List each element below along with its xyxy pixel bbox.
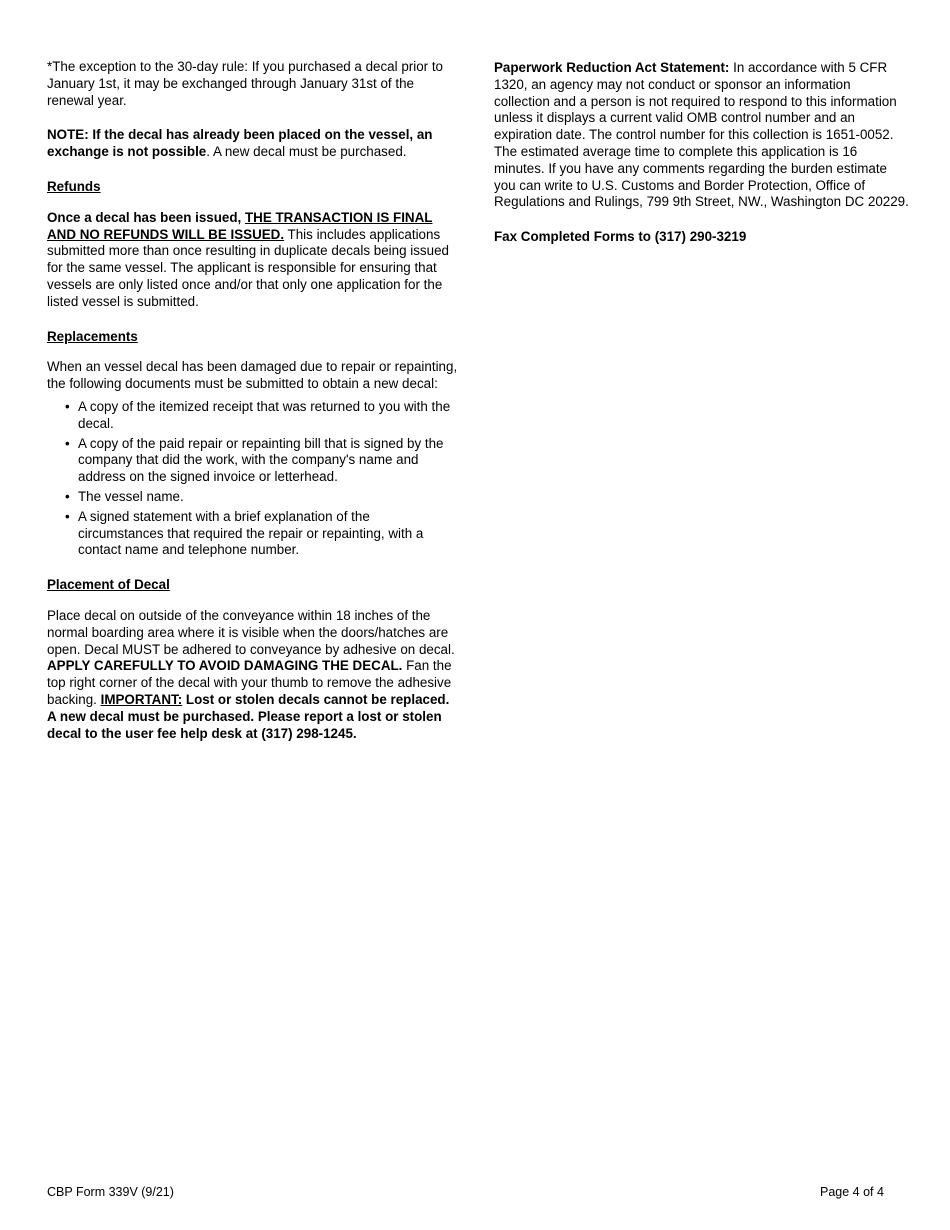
bullet-icon: • — [65, 398, 70, 414]
refunds-rest-text: This includes applications submitted more than once resulting in duplicate decals being issued for the same vessel. The applicant is responsible for ensuring that vessels are only listed once and/or that only one application for the listed vessel is submitted. — [47, 226, 449, 309]
list-item-text: A signed statement with a brief explanation of the circumstances that required the repair or repainting, with a contact name and telephone number. — [78, 508, 424, 558]
fax-line: Fax Completed Forms to (317) 290-3219 — [494, 229, 747, 245]
list-item — [47, 509, 459, 559]
bullet-icon: • — [65, 488, 70, 504]
list-item — [47, 436, 459, 486]
paperwork-heading: Paperwork Reduction Act Statement: — [494, 60, 730, 75]
note-paragraph — [47, 127, 459, 161]
list-item-text: A copy of the itemized receipt that was returned to you with the decal. — [78, 398, 451, 431]
bullet-icon: • — [65, 508, 70, 524]
replacements-intro: When an vessel decal has been damaged due to repair or repainting, the following documents must be submitted to obtain a new decal: — [47, 359, 458, 392]
replacement-requirements-list — [47, 399, 459, 559]
placement-text-2: Fan the top right corner of the decal with your thumb to remove the adhesive backing. — [47, 658, 452, 707]
placement-text-1: Place decal on outside of the conveyance within 18 inches of the normal boarding area where it is visible when the doors/hatches are open. Decal MUST be adhered to conveyance by adhesive on decal. — [47, 607, 455, 657]
refunds-bold-text: Once a decal has been issued, — [47, 209, 245, 225]
note-rest-text: . A new decal must be purchased. — [206, 144, 407, 160]
note-bold-text: NOTE: If the decal has already been placed on the vessel, an exchange is not possible — [47, 127, 433, 160]
list-item — [47, 489, 459, 506]
paperwork-statement — [494, 60, 909, 211]
refunds-final-text: THE TRANSACTION IS FINAL AND NO REFUNDS WILL BE ISSUED. — [47, 209, 433, 242]
refunds-paragraph — [47, 210, 459, 311]
replacements-heading: Replacements — [47, 328, 138, 344]
exception-paragraph: *The exception to the 30-day rule: If you purchased a decal prior to January 1st, it may be exchanged through January 31st of the renewal year. — [47, 59, 444, 108]
paperwork-text: In accordance with 5 CFR 1320, an agency may not conduct or sponsor an information collection and a person is not required to respond to this information unless it displays a current valid OMB control number and an expiration date. The control number for this collection is 1651-0052. The estimated average time to complete this application is 16 minutes. If you have any comments regarding the burden estimate you can write to U.S. Customs and Border Protection, Office of Regulations and Rulings, 799 9th Street, NW., Washington DC 20229. — [494, 60, 909, 210]
placement-paragraph — [47, 608, 459, 742]
placement-bold-1: APPLY CAREFULLY TO AVOID DAMAGING THE DECAL. — [47, 658, 403, 674]
placement-heading: Placement of Decal — [47, 577, 170, 593]
placement-important-label: IMPORTANT: — [100, 691, 183, 707]
bullet-icon: • — [65, 435, 70, 451]
form-identifier: CBP Form 339V (9/21) — [47, 1185, 174, 1199]
placement-bold-2: Lost or stolen decals cannot be replaced. A new decal must be purchased. Please report a lost or stolen decal to the user fee help desk at (317) 298-1245. — [47, 691, 450, 741]
right-column — [494, 60, 909, 246]
left-column — [47, 59, 459, 742]
list-item-text: The vessel name. — [78, 488, 184, 504]
page-number: Page 4 of 4 — [820, 1185, 884, 1199]
list-item-text: A copy of the paid repair or repainting bill that is signed by the company that did the work, with the company's name and address on the signed invoice or letterhead. — [78, 435, 444, 485]
refunds-heading: Refunds — [47, 178, 101, 194]
list-item — [47, 399, 459, 433]
